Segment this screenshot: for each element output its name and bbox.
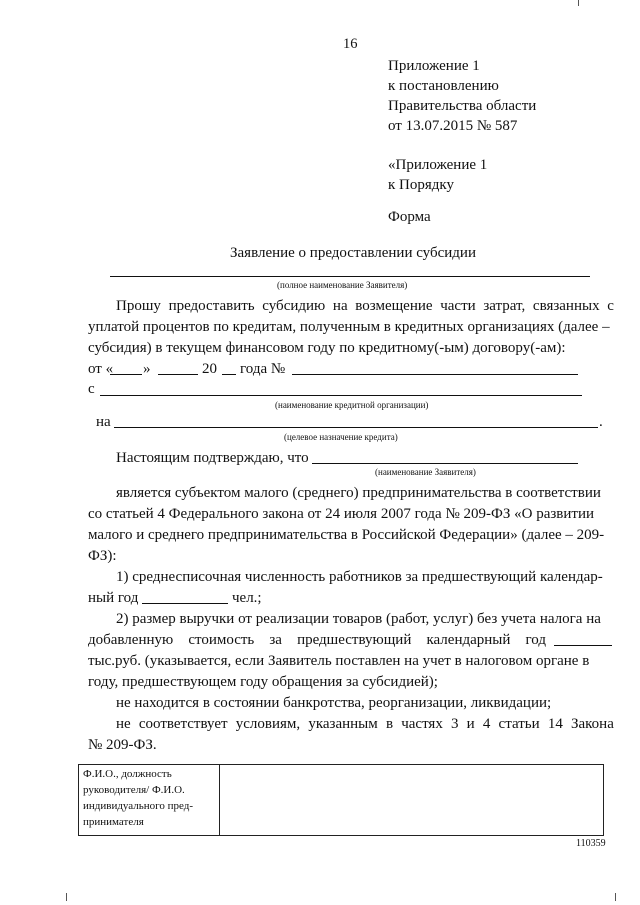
signature-label-line-1: Ф.И.О., должность	[83, 768, 172, 780]
scan-mark-bottom-right	[615, 893, 616, 901]
item-3: не находится в состоянии банкротства, реорганизации, ликвидации;	[116, 695, 552, 711]
document-title: Заявление о предоставлении субсидии	[230, 245, 476, 261]
appendix-line-3: Правительства области	[388, 98, 537, 114]
appendix-line-1: Приложение 1	[388, 58, 480, 74]
request-line-2: уплатой процентов по кредитам, полученным в кредитных организациях (далее –	[88, 319, 610, 335]
month-field[interactable]	[158, 374, 198, 375]
signature-label-line-2: руководителя/ Ф.И.О.	[83, 784, 185, 796]
contract-number-field[interactable]	[292, 374, 578, 375]
item-4-line-1: не соответствует условиям, указанным в частях 3 и 4 статьи 14 Закона	[116, 716, 614, 732]
request-line-3: субсидия) в текущем финансовом году по кредитному(-ым) договору(-ам):	[88, 340, 566, 356]
from-mid: »	[143, 361, 151, 377]
scan-mark-top	[578, 0, 579, 6]
signature-label-line-3: индивидуального пред-	[83, 800, 194, 812]
form-label: Форма	[388, 209, 431, 225]
request-line-1: Прошу предоставить субсидию на возмещение части затрат, связанных с	[116, 298, 614, 314]
hint-applicant-full: (полное наименование Заявителя)	[277, 280, 408, 290]
end-dot: .	[599, 414, 603, 430]
with-label: с	[88, 381, 95, 397]
scan-mark-bottom-left	[66, 893, 67, 901]
year-field[interactable]	[222, 374, 236, 375]
confirm-line-4: ФЗ):	[88, 548, 117, 564]
item-1-line-1: 1) среднесписочная численность работников за предшествующий календар-	[116, 569, 603, 585]
item-2-line-3: тыс.руб. (указывается, если Заявитель поставлен на учет в налоговом органе в	[88, 653, 590, 669]
applicant-name-field[interactable]	[312, 463, 578, 464]
confirm-line-2: со статьей 4 Федерального закона от 24 июля 2007 года № 209-ФЗ «О развитии	[88, 506, 595, 522]
confirm-line-3: малого и среднего предпринимательства в Российской Федерации» (далее – 209-	[88, 527, 605, 543]
on-label: на	[96, 414, 111, 430]
year-prefix: 20	[202, 361, 217, 377]
confirm-line-1: является субъектом малого (среднего) предпринимательства в соответствии	[116, 485, 601, 501]
appendix-line-2: к постановлению	[388, 78, 499, 94]
page-number: 16	[343, 36, 358, 52]
revenue-field[interactable]	[554, 645, 612, 646]
hint-bank: (наименование кредитной организации)	[275, 400, 429, 410]
hint-purpose: (целевое назначение кредита)	[284, 432, 398, 442]
employee-count-field[interactable]	[142, 603, 228, 604]
item-2-line-1: 2) размер выручки от реализации товаров (работ, услуг) без учета налога на	[116, 611, 601, 627]
appendix-line-4: от 13.07.2015 № 587	[388, 118, 518, 134]
signature-value-cell[interactable]	[220, 765, 604, 836]
signature-table	[78, 764, 604, 836]
signature-label-cell	[79, 765, 220, 836]
year-suffix: года №	[240, 361, 286, 377]
bank-name-field[interactable]	[100, 395, 582, 396]
hint-applicant: (наименование Заявителя)	[375, 467, 476, 477]
appendix-line-5: «Приложение 1	[388, 157, 488, 173]
loan-purpose-field[interactable]	[114, 427, 598, 428]
document-code: 110359	[576, 838, 606, 849]
item-4-line-2: № 209-ФЗ.	[88, 737, 157, 753]
signature-label-line-4: принимателя	[83, 816, 144, 828]
applicant-full-name-line[interactable]	[110, 276, 590, 277]
confirm-text: Настоящим подтверждаю, что	[116, 450, 309, 466]
from-prefix: от «	[88, 361, 114, 377]
item-2-line-4: году, предшествующем году обращения за субсидией);	[88, 674, 438, 690]
item-1-line-2a: ный год	[88, 590, 139, 606]
day-field[interactable]	[110, 374, 142, 375]
item-1-line-2b: чел.;	[232, 590, 262, 606]
item-2-line-2: добавленную стоимость за предшествующий календарный год	[88, 632, 546, 648]
appendix-line-6: к Порядку	[388, 177, 454, 193]
